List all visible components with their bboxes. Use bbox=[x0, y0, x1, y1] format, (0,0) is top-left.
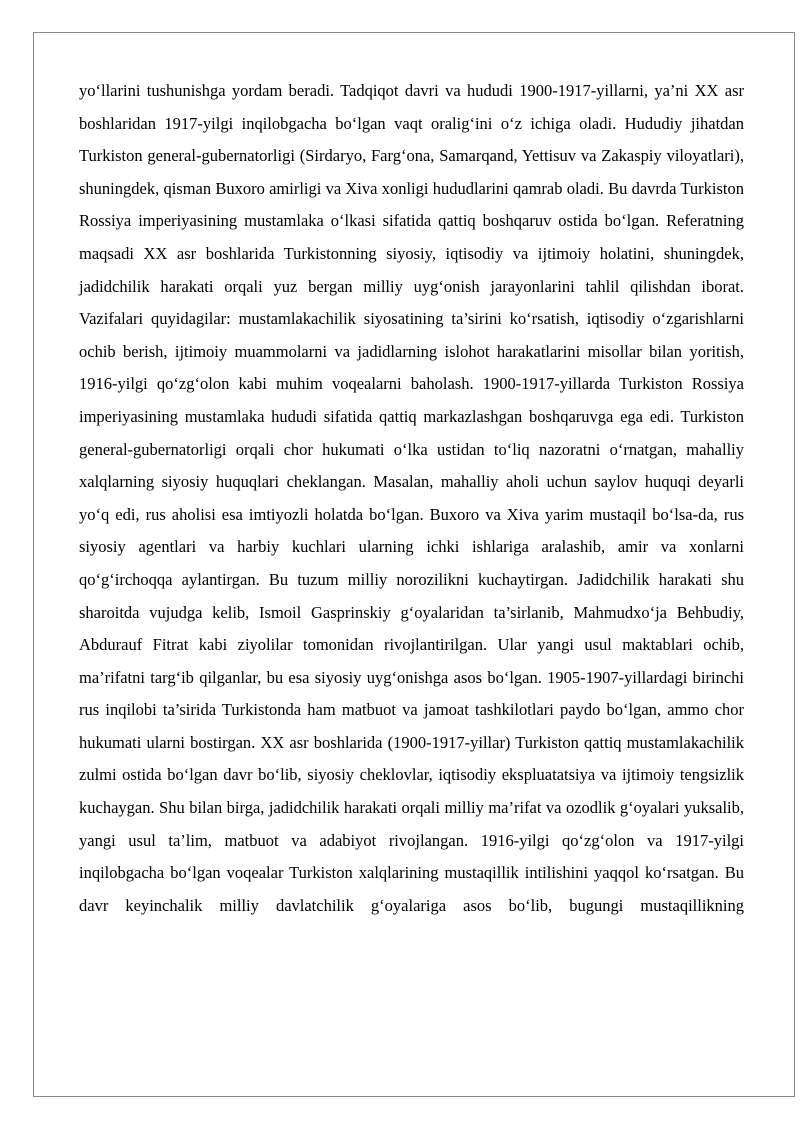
document-page bbox=[33, 32, 795, 1097]
body-paragraph: yo‘llarini tushunishga yordam beradi. Tadqiqot davri va hududi 1900-1917-yillarni, ya’ni XX asr boshlaridan 1917-yilgi inqilobgacha bo‘lgan vaqt oralig‘ini o‘z ichiga oladi. Hududiy jihatdan Turkiston general-gubernatorligi (Sirdaryo, Farg‘ona, Samarqand, Yettisuv va Zakaspiy viloyatlari), shuningdek, qisman Buxoro amirligi va Xiva xonligi hududlarini qamrab oladi. Bu davrda Turkiston Rossiya imperiyasining mustamlaka o‘lkasi sifatida qattiq boshqaruv ostida bo‘lgan. Referatning maqsadi XX asr boshlarida Turkistonning siyosiy, iqtisodiy va ijtimoiy holatini, shuningdek, jadidchilik harakati orqali yuz bergan milliy uyg‘onish jarayonlarini tahlil qilishdan iborat. Vazifalari quyidagilar: mustamlakachilik siyosatining ta’sirini ko‘rsatish, iqtisodiy o‘zgarishlarni ochib berish, ijtimoiy muammolarni va jadidlarning islohot harakatlarini misollar bilan yoritish, 1916-yilgi qo‘zg‘olon kabi muhim voqealarni baholash. 1900-1917-yillarda Turkiston Rossiya imperiyasining mustamlaka hududi sifatida qattiq markazlashgan boshqaruvga ega edi. Turkiston general-gubernatorligi orqali chor hukumati o‘lka ustidan to‘liq nazoratni o‘rnatgan, mahalliy xalqlarning siyosiy huquqlari cheklangan. Masalan, mahalliy aholi uchun saylov huquqi deyarli yo‘q edi, rus aholisi esa imtiyozli holatda bo‘lgan. Buxoro va Xiva yarim mustaqil bo‘lsa-da, rus siyosiy agentlari va harbiy kuchlari ularning ichki ishlariga aralashib, amir va xonlarni qo‘g‘irchoqqa aylantirgan. Bu tuzum milliy norozilikni kuchaytirgan. Jadidchilik harakati shu sharoitda vujudga kelib, Ismoil Gasprinskiy g‘oyalaridan ta’sirlanib, Mahmudxo‘ja Behbudiy, Abdurauf Fitrat kabi ziyolilar tomonidan rivojlantirilgan. Ular yangi usul maktablari ochib, ma’rifatni targ‘ib qilganlar, bu esa siyosiy uyg‘onishga asos bo‘lgan. 1905-1907-yillardagi birinchi rus inqilobi ta’sirida Turkistonda ham matbuot va jamoat tashkilotlari paydo bo‘lgan, ammo chor hukumati ularni bostirgan. XX asr boshlarida (1900-1917-yillar) Turkiston qattiq mustamlakachilik zulmi ostida bo‘lgan davr bo‘lib, siyosiy cheklovlar, iqtisodiy ekspluatatsiya va ijtimoiy tengsizlik kuchaygan. Shu bilan birga, jadidchilik harakati orqali milliy ma’rifat va ozodlik g‘oyalari yuksalib, yangi usul ta’lim, matbuot va adabiyot rivojlangan. 1916-yilgi qo‘zg‘olon va 1917-yilgi inqilobgacha bo‘lgan voqealar Turkiston xalqlarining mustaqillik intilishini yaqqol ko‘rsatgan. Bu davr keyinchalik milliy davlatchilik g‘oyalariga asos bo‘lib, bugungi mustaqillikning bbox=[79, 81, 744, 915]
